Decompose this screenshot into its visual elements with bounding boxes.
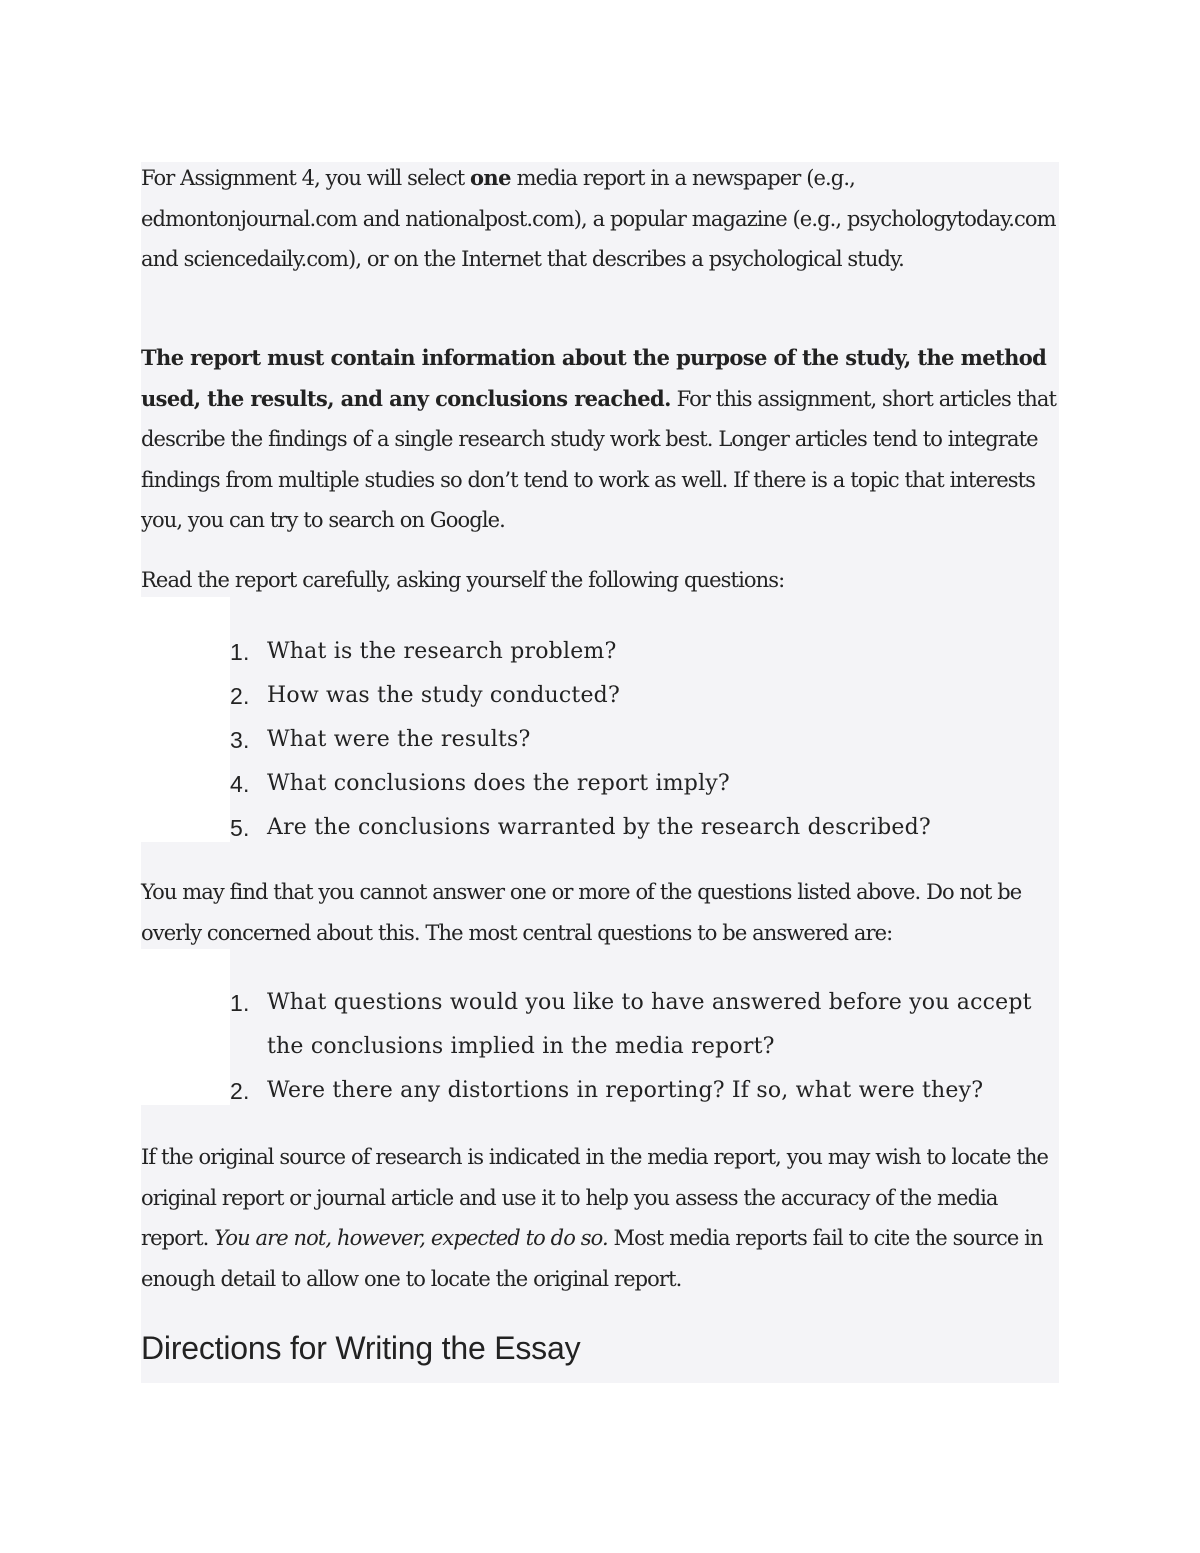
list-number: 5. (230, 815, 250, 841)
intro-text-post: media report in a newspaper (e.g., edmontonjournal.com and nationalpost.com), a popular magazine (e.g., psychologytoday.com and sciencedaily.com), or on the Internet that describes a psychological study. (141, 166, 1056, 271)
questions-list (230, 630, 1060, 850)
list-item-text: Were there any distortions in reporting? If so, what were they? (267, 1078, 984, 1103)
list-number: 2. (230, 1078, 250, 1104)
list-item (230, 806, 1060, 850)
list-item (230, 718, 1060, 762)
list-item-text: Are the conclusions warranted by the research described? (267, 815, 931, 840)
requirements-rest-text: For this assignment, short articles that describe the findings of a single research study work best. Longer articles tend to integrate findings from multiple studies so don’t tend to work as well. If there is a topic that interests you, you can try to search on Google. (141, 386, 1057, 532)
requirements-bold-text: The report must contain information about the purpose of the study, the method used, the results, and any conclusions reached. (141, 345, 1047, 411)
list-item (230, 762, 1060, 806)
read-prompt: Read the report carefully, asking yourself the following questions: (141, 568, 785, 592)
source-note-paragraph (141, 1137, 1059, 1299)
list-item (230, 630, 1060, 674)
list-number: 4. (230, 771, 250, 797)
requirements-paragraph (141, 338, 1059, 541)
list-item (230, 981, 1060, 1069)
list-number: 2. (230, 683, 250, 709)
list-number: 1. (230, 639, 250, 665)
list-item-text: What conclusions does the report imply? (267, 771, 730, 796)
list-item (230, 674, 1060, 718)
intro-text-bold: one (470, 165, 511, 190)
list-number: 3. (230, 727, 250, 753)
list-number: 1. (230, 990, 250, 1016)
source-note-pre: If the original source of research is indicated in the media report, you may wish to locate the original report or journal article and use it to help you assess the accuracy of the media report. (141, 1145, 1049, 1250)
source-note-post: Most media reports fail to cite the source in enough detail to allow one to locate the original report. (141, 1226, 1043, 1291)
list-item (230, 1069, 1060, 1113)
section-heading: Directions for Writing the Essay (141, 1330, 581, 1366)
intro-paragraph (141, 158, 1059, 280)
list-item-text: What were the results? (267, 727, 531, 752)
source-note-italic: You are not, however, expected to do so. (214, 1226, 608, 1250)
list-item-text: What is the research problem? (267, 639, 617, 664)
intro-text-pre: For Assignment 4, you will select (141, 166, 471, 190)
list-item-text: What questions would you like to have answered before you accept the conclusions implied in the media report? (267, 990, 1032, 1059)
document-body (141, 162, 1059, 1383)
list-item-text: How was the study conducted? (267, 683, 620, 708)
central-questions-list (230, 981, 1060, 1113)
central-questions-intro: You may find that you cannot answer one or more of the questions listed above. Do not be overly concerned about this. The most central questions to be answered are: (141, 880, 1022, 945)
